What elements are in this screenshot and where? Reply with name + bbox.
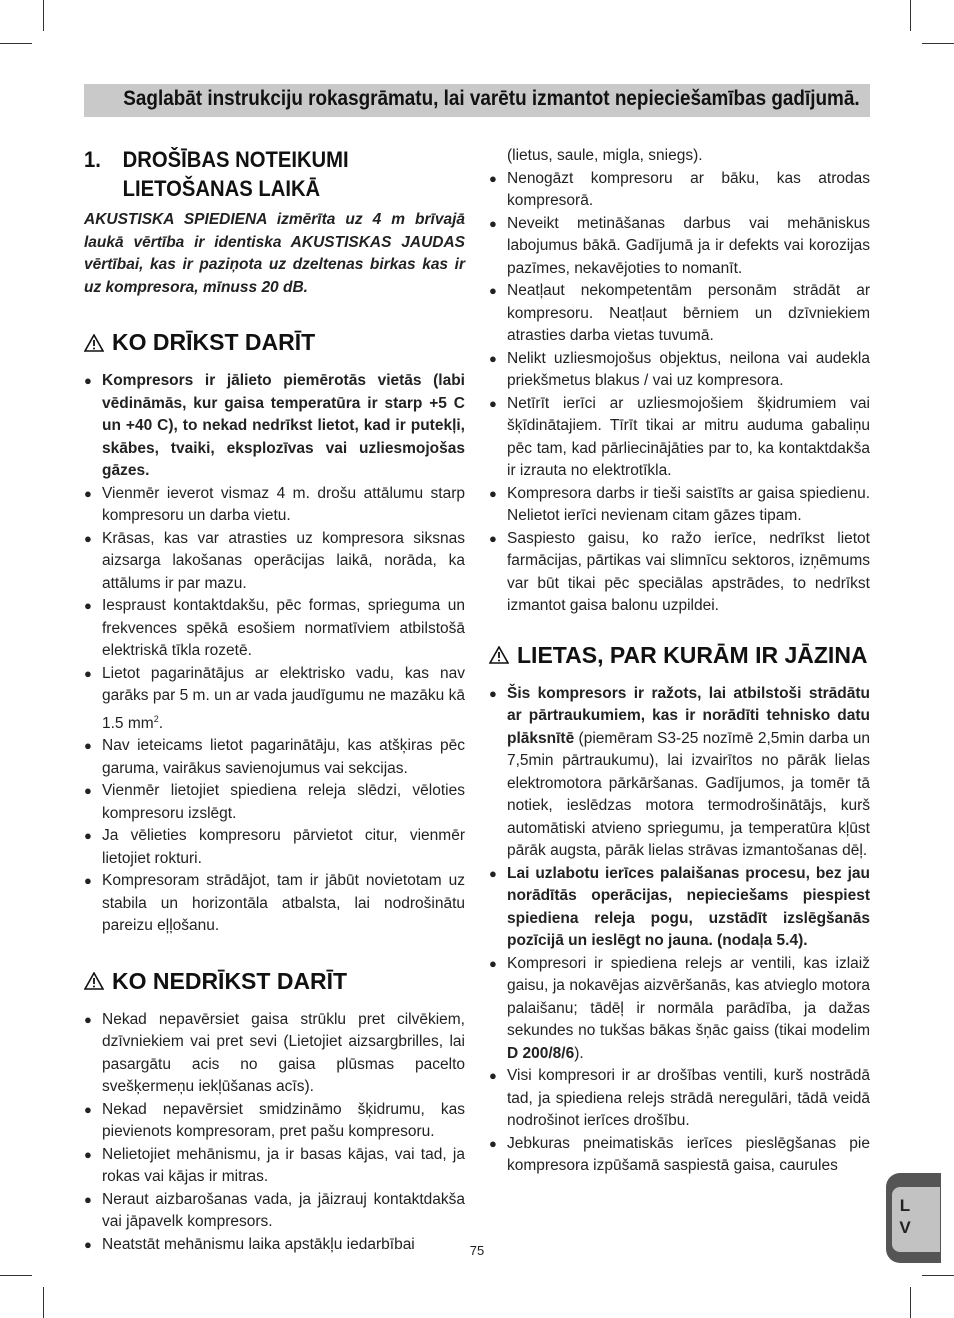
crop-mark (43, 1287, 44, 1318)
list-item: ● Netīrīt ierīci ar uzliesmojošiem šķidrumiem vai šķīdinātajiem. Tīrīt tikai ar mitru auduma gabaliņu pēc tam, kad pārliecinājāties par to, ka kontaktdakša ir izrauta no elektrotīkla. (489, 394, 870, 479)
crop-mark (910, 0, 911, 31)
list-item: ● Lietot pagarinātājus ar elektrisko vadu, kas nav garāks par 5 m. un ar vada jaudīgumu ne mazāku kā 1.5 $mm^2$. (84, 664, 465, 732)
list-item: ● Krāsas, kas var atrasties uz kompresora siksnas aizsarga lakošanas operācijas laikā, norāda, ka attālums ir par mazu. (84, 529, 465, 592)
list-item: ● Kompresora darbs ir tieši saistīts ar gaisa spiedienu. Nelietot ierīci nevienam citam gāzes tipam. (489, 484, 870, 524)
warning-triangle-icon (489, 646, 517, 664)
subheading-know (489, 642, 870, 669)
list-item: ● Šis kompresors ir ražots, lai atbilstoši strādātu ar pārtraukumiem, kas ir norādīti tehnisko datu plāksnītē (piemēram S3-25 nozīmē 2,5min darba un 7,5min pārtraukumu), lai izvairītos no pārāk lielas elektromotora pārkāršanas. Gadījumos, ja tomēr tā notiek, ieslēdzas motora termodrošinātājs, kurš automātiski atvieno spriegumu, ja temperatūra kļūst pārāk augsta, pārāk lielas strāvas izmantošanas dēļ. (489, 684, 870, 859)
dont-list (84, 1009, 465, 1257)
crop-mark (922, 43, 954, 44)
banner-text: Saglabāt instrukciju rokasgrāmatu, lai varētu izmantot nepieciešamības gadījumā. (123, 87, 860, 110)
list-item: ● Nelietojiet mehānismu, ja ir basas kājas, vai tad, ja rokas vai kājas ir mitras. (84, 1145, 465, 1186)
list-item: ● Vienmēr ieverot vismaz 4 m. drošu attālumu starp kompresoru un darba vietu. (84, 484, 465, 524)
crop-mark (910, 1287, 911, 1318)
list-item: ● Jebkuras pneimatiskās ierīces pieslēgšanas pie kompresora izpūšamā saspiestā gaisa, caurules (489, 1134, 870, 1174)
list-item: ● Nelikt uzliesmojošus objektus, neilona vai audekla priekšmetus blakus / vai uz kompresora. (489, 349, 870, 389)
list-item: ● Nenogāzt kompresoru ar bāku, kas atrodas kompresorā. (489, 169, 870, 209)
section-number: 1. (84, 147, 101, 172)
list-item: ● Neatļaut nekompetentām personām strādāt ar kompresoru. Neatļaut bērniem un dzīvniekiem atrasties darba vietas tuvumā. (489, 282, 870, 344)
right-column (489, 145, 870, 1178)
subheading-dont-text: KO NEDRĪKST DARĪT (112, 967, 348, 994)
list-item: ● Kompresoram strādājot, tam ir jābūt novietotam uz stabila un horizontāla atbalsta, lai nodrošinātu pareizu eļļošanu. (84, 872, 465, 935)
crop-mark (0, 1275, 32, 1276)
crop-mark (0, 43, 32, 44)
subheading-do-text: KO DRĪKST DARĪT (112, 329, 316, 355)
warning-triangle-icon (84, 972, 112, 990)
crop-mark (43, 0, 44, 31)
crop-mark (922, 1275, 954, 1276)
language-tab-letter: V (899, 1218, 911, 1237)
know-list (489, 683, 870, 1178)
list-item: ● Kompresori ir spiediena relejs ar ventili, kas izlaiž gaisu, ja nokavējas aizvēršanās, kas atvieglo motora palaišanu; tādēļ ir normāla parādība, ja dažas sekundes no tukšas bākas šņāc gaiss (tikai modelim D 200/8/6). (489, 954, 870, 1062)
list-item: ● Visi kompresori ir ar drošības ventili, kurš nostrādā tad, ja spiediena relejs strādā neregulāri, tādā veidā nodrošinot ierīces drošību. (489, 1067, 870, 1129)
list-item: ● Kompresors ir jālieto piemērotās vietās (labi vēdināmās, kur gaisa temperatūra ir starp +5 C un +40 C), to nekad nedrīkst lietot, kad ir putekļi, skābes, tvaiki, eksplozīvas vai uzliesmojošas gāzes. (84, 372, 465, 479)
section-title-text: DROŠĪBAS NOTEIKUMI LIETOŠANAS LAIKĀ (122, 147, 349, 201)
do-list (84, 370, 465, 938)
section-title (84, 145, 464, 203)
list-item: ● Neveikt metināšanas darbus vai mehāniskus labojumus bākā. Gadījumā ja ir defekts vai korozijas pazīmes, nekavējoties to nomanīt. (489, 214, 870, 277)
list-item: ● Nekad nepavērsiet gaisa strūklu pret cilvēkiem, dzīvniekiem vai pret sevi (Lietojiet aizsargbrilles, lai pasargātu acis no gaisa plūsmas pacelto svešķermeņu iekļūšanas acīs). (84, 1010, 465, 1096)
page-number: 75 (469, 1243, 485, 1258)
list-item: ● Saspiesto gaisu, ko ražo ierīce, nedrīkst lietot farmācijas, pārtikas vai slimnīcu sektoros, izņēmums var būt tikai pēc speciālas apstrādes, to nedrīkst izmantot gaisa balonu uzpildei. (489, 529, 870, 614)
list-item: ● Neatstāt mehānismu laika apstākļu iedarbībai (84, 1235, 415, 1253)
list-item: ● Ja vēlieties kompresoru pārvietot citur, vienmēr lietojiet rokturi. (84, 827, 465, 867)
warning-triangle-icon (84, 334, 112, 352)
dont-list-continued (489, 168, 870, 618)
header-banner (84, 84, 870, 117)
intro-paragraph: AKUSTISKA SPIEDIENA izmērīta uz 4 m brīvajā laukā vērtība ir identiska AKUSTISKAS JAUDAS vērtībai, kas ir paziņota uz dzeltenas birkas kas ir uz kompresora, mīnuss 20 dB. (84, 211, 465, 296)
list-item: ● Neraut aizbarošanas vada, ja jāizrauj kontaktdakša vai jāpavelk kompresors. (84, 1190, 465, 1231)
list-item: ● Iespraust kontaktdakšu, pēc formas, sprieguma un frekvences spēkā esošiem normatīviem atbilstošā elektriskā tīkla rozetē. (84, 597, 465, 659)
list-item: ● Lai uzlabotu ierīces palaišanas procesu, bez jau norādītās operācijas, nepieciešams piespiest spiediena releja pogu, uzstādīt izslēgšanās pozīcijā un ieslēgt no jauna. (nodaļa 5.4). (489, 864, 870, 949)
list-item: ● Vienmēr lietojiet spiediena releja slēdzi, vēloties kompresoru izslēgt. (84, 782, 465, 822)
list-item: ● Nekad nepavērsiet smidzināmo šķidrumu, kas pievienots kompresoram, pret pašu kompresoru. (84, 1100, 465, 1141)
language-tab-letter: L (899, 1196, 911, 1215)
list-item: ● Nav ieteicams lietot pagarinātāju, kas atšķiras pēc garuma, vairākus savienojumus vai sekcijas. (84, 737, 465, 777)
left-column (84, 145, 465, 1256)
subheading-do (84, 329, 465, 356)
subheading-dont (84, 968, 465, 995)
continuation-text: (lietus, saule, migla, sniegs). (507, 147, 703, 164)
subheading-know-text: LIETAS, PAR KURĀM IR JĀZINA (517, 641, 868, 668)
